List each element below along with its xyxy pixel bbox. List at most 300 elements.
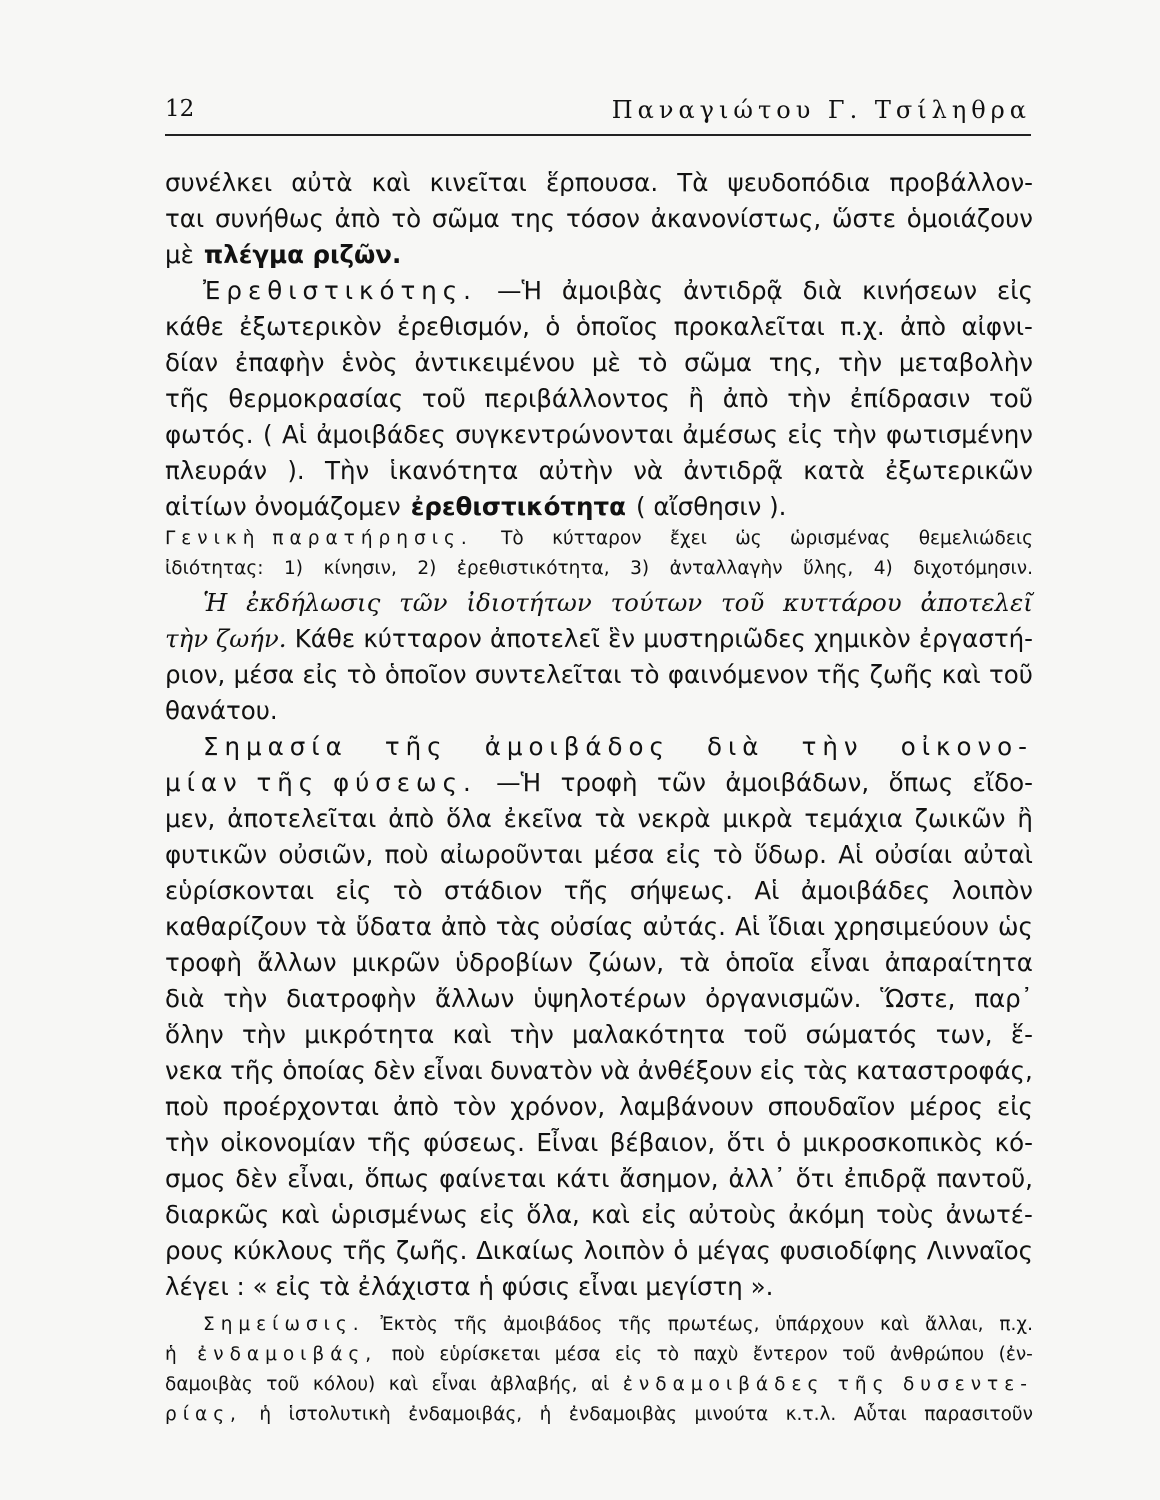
word: χρησιμεύουν — [834, 912, 989, 941]
word: ζωῆς — [869, 660, 934, 689]
word: οἰκονομίαν — [220, 1128, 356, 1157]
text-line — [165, 312, 1033, 348]
page-body — [165, 168, 1033, 1434]
word: ἀκόμη — [788, 1200, 865, 1229]
word: ὁποίας — [282, 1056, 366, 1085]
text-line — [165, 1020, 1033, 1056]
word: ἀπὸ — [722, 384, 769, 413]
word: τὸ — [712, 840, 743, 869]
note-line — [165, 528, 1033, 558]
word: ὥστε — [831, 204, 896, 233]
text-span: λέγει : « εἰς τὰ ἐλάχιστα ἡ φύσις εἶναι μεγίστη ». — [165, 1272, 774, 1301]
word: αὐτὴν — [538, 456, 613, 485]
text-span: ( αἴσθησιν ). — [635, 492, 787, 521]
text-line — [165, 168, 1033, 204]
word: μικρῶν — [351, 948, 440, 977]
text-span: μὲ — [165, 240, 194, 269]
word: τῶν — [399, 588, 448, 617]
word: ἀμοιβὰς — [561, 276, 664, 305]
word: —Ἡ — [496, 276, 542, 305]
word: τοῦ — [842, 1344, 876, 1365]
word: ζωικῶν — [914, 804, 1006, 833]
word: Εἶναι — [536, 1128, 599, 1157]
word: κινεῖται — [429, 168, 527, 197]
word: ἕρπουσα. — [545, 168, 659, 197]
word: εὑρίσκεται — [439, 1344, 541, 1365]
text-line — [165, 876, 1033, 912]
word: τὸ — [391, 204, 422, 233]
word: τὴν — [787, 384, 832, 413]
word: κυττάρου — [783, 588, 902, 617]
word: τοῦ — [743, 1020, 788, 1049]
word: διὰ — [165, 984, 205, 1013]
word: μεταβολὴν — [898, 348, 1033, 377]
word: παρασιτοῦν — [924, 1404, 1033, 1425]
word: μέσα — [233, 660, 295, 689]
word: ἀποτελεῖται — [227, 804, 377, 833]
spaced-heading: Σημείωσις. — [203, 1314, 365, 1335]
word: τὴν — [838, 348, 883, 377]
word: αἱ — [590, 1374, 610, 1395]
word: εἴδο- — [972, 768, 1033, 797]
word: τὴν — [223, 984, 268, 1013]
text-line — [165, 1164, 1033, 1200]
word: ρους — [165, 1236, 225, 1265]
word: φυσιοδίφης — [779, 1236, 919, 1265]
word: τῆς — [230, 1056, 275, 1085]
word: καὶ — [591, 1200, 630, 1229]
word: διχοτόμησιν. — [913, 558, 1033, 579]
word: ἡ — [165, 1344, 183, 1365]
word: ἔχει — [669, 528, 707, 549]
word: διαρκῶς — [165, 1200, 270, 1229]
word: ἡ — [539, 1404, 552, 1425]
note-line — [165, 558, 1033, 588]
word: νὰ — [600, 1056, 631, 1085]
word: τούτων — [610, 588, 703, 617]
word: ὅτι — [726, 1128, 765, 1157]
text-line — [165, 384, 1033, 420]
word: λοιπὸν — [583, 1236, 665, 1265]
text-line — [165, 660, 1033, 696]
word: ποὺ — [165, 1092, 209, 1121]
text-line — [165, 732, 1033, 768]
note-line — [165, 1374, 1033, 1404]
word: Κάθε — [294, 624, 356, 653]
word: εἶναι, — [287, 1164, 355, 1193]
word: ἀμοιβάδων, — [725, 768, 870, 797]
word: ἐνδαμοιβάδες — [622, 1374, 825, 1395]
word: παχὺ — [693, 1344, 739, 1365]
word: δὲν — [235, 1164, 278, 1193]
word: Τὰ — [677, 168, 709, 197]
word: τῆς — [384, 732, 448, 761]
word: προκαλεῖται — [673, 312, 825, 341]
text-line — [165, 948, 1033, 984]
word: ὡς — [735, 528, 762, 549]
word: καὶ — [879, 1314, 910, 1335]
word: καὶ — [280, 1200, 320, 1229]
word: 2) — [417, 558, 437, 579]
word: τῆς — [165, 384, 210, 413]
bold-term: πλέγμα ριζῶν. — [203, 240, 402, 269]
word: τοὺς — [876, 1200, 935, 1229]
word: ἀλλ᾿ — [728, 1164, 786, 1193]
word: στάδιον — [443, 876, 543, 905]
text-line — [165, 768, 1033, 804]
word: μέρος — [909, 1092, 983, 1121]
word: ἀπὸ — [388, 804, 435, 833]
word: εἰς — [997, 276, 1033, 305]
word: κίνησιν, — [323, 558, 397, 579]
word: σῶμα — [431, 204, 500, 233]
word: αὐτάς. — [642, 912, 726, 941]
word: ὑψηλοτέρων — [533, 984, 687, 1013]
word: ἀπὸ — [334, 204, 381, 233]
word: κ.τ.λ. — [785, 1404, 837, 1425]
word: 3) — [630, 558, 650, 579]
word: ἢ — [688, 384, 705, 413]
word: ὁ — [776, 1128, 792, 1157]
word: ἀνωτέ- — [945, 1200, 1033, 1229]
word: καὶ — [941, 660, 981, 689]
word: τῆς — [453, 1314, 488, 1335]
word: μαλακότητα — [572, 1020, 726, 1049]
word: Δικαίως — [476, 1236, 575, 1265]
word: χρόνον, — [510, 1092, 606, 1121]
word: νεκα — [165, 1056, 223, 1085]
word: αὐτοὺς — [688, 1200, 777, 1229]
word: συντελεῖται — [474, 660, 622, 689]
word: ὅπως — [888, 768, 954, 797]
word: ὁ — [545, 312, 561, 341]
word: φωτός. — [165, 420, 254, 449]
word: κινήσεων — [862, 276, 978, 305]
word: εἰς — [996, 1092, 1033, 1121]
text-line — [165, 276, 1033, 312]
word: Αἱ — [838, 840, 864, 869]
word: τόσον — [566, 204, 640, 233]
word: τοῦ — [266, 1374, 300, 1395]
word: οὐσίαι — [874, 840, 953, 869]
word: ὀργανισμῶν. — [705, 984, 862, 1013]
word: καὶ — [452, 1020, 492, 1049]
text-line — [165, 1128, 1033, 1164]
note-line — [165, 1314, 1033, 1344]
text-line — [165, 588, 1033, 624]
word: ἐπιδρᾷ — [843, 1164, 927, 1193]
word: Λινναῖος — [926, 1236, 1033, 1265]
word: εἰς — [335, 876, 372, 905]
word: σῶμα — [684, 348, 752, 377]
page-header — [165, 96, 1031, 132]
word: Σημασία — [203, 732, 348, 761]
word: π.χ. — [999, 1314, 1033, 1335]
word: εἶναι — [422, 1056, 483, 1085]
word: ἄλλαι, — [925, 1314, 984, 1335]
word: ἀπὸ — [900, 312, 947, 341]
word: ἀποτελεῖ — [920, 588, 1033, 617]
word: ὅλα, — [526, 1200, 580, 1229]
word: ται — [165, 204, 205, 233]
text-span: αἰτίων ὀνομάζομεν — [165, 492, 401, 521]
word: θεμελιώδεις — [918, 528, 1033, 549]
word: δυσεντε- — [902, 1374, 1033, 1395]
word: μικρὰ — [722, 804, 793, 833]
spaced-heading: Ἐρεθιστικότης. — [203, 276, 477, 305]
word: προβάλλον- — [889, 168, 1033, 197]
text-line — [165, 1056, 1033, 1092]
word: φαινόμενον — [667, 660, 809, 689]
word: εἶναι — [431, 1374, 477, 1395]
word: σήψεως. — [629, 876, 734, 905]
word: ὁμοιάζουν — [906, 204, 1033, 233]
word: ποὺ — [391, 1344, 425, 1365]
word: τοῦ — [721, 588, 765, 617]
word: τεμάχια — [804, 804, 903, 833]
word: ὁποῖα — [725, 948, 795, 977]
word: ἐκδήλωσις — [246, 588, 381, 617]
word: διὰ — [707, 732, 765, 761]
word: ποὺ — [384, 840, 429, 869]
word: της — [510, 204, 556, 233]
word: ἀντιδρᾷ — [683, 276, 783, 305]
word: ὁποῖος — [575, 312, 659, 341]
bold-term: ἐρεθιστικότητα — [410, 492, 626, 521]
word: τὸ — [637, 348, 668, 377]
word: τῆς — [342, 1236, 388, 1265]
word: ὕλης, — [803, 558, 854, 579]
word: μυστηριῶδες — [643, 624, 806, 653]
word: εἰς — [479, 1200, 516, 1229]
word: λαμβάνουν — [619, 1092, 754, 1121]
word: τροφὴ — [165, 948, 242, 977]
note-line — [165, 1404, 1033, 1434]
word: οὐσίας — [550, 912, 634, 941]
word: εἰς — [302, 660, 339, 689]
word: ἀμοιβάδες — [316, 420, 446, 449]
word: Τὴν — [325, 456, 370, 485]
word: ἀμέσως — [682, 420, 778, 449]
word: ἀβλαβής, — [490, 1374, 578, 1395]
word: εἰς — [759, 1056, 796, 1085]
word: ἀπαραίτητα — [884, 948, 1033, 977]
word: ἄλλων — [257, 948, 337, 977]
word: ἐξωτερικὸν — [239, 312, 382, 341]
word: Τὸ — [501, 528, 524, 549]
text-line — [165, 348, 1033, 384]
word: ἐργαστή- — [918, 624, 1033, 653]
word: τῆς — [618, 1314, 652, 1335]
word: οὐσιῶν, — [278, 840, 374, 869]
word: περιβάλλοντος — [484, 384, 670, 413]
word: ὕδωρ. — [753, 840, 827, 869]
word: ἀπὸ — [440, 912, 487, 941]
word: τὸν — [452, 1092, 497, 1121]
word: ὁποῖον — [384, 660, 467, 689]
word: βέβαιον, — [609, 1128, 716, 1157]
spaced-heading: μίαν τῆς φύσεως. — [165, 768, 477, 797]
word: μινούτα — [694, 1404, 769, 1425]
word: κατὰ — [803, 456, 865, 485]
word: καθαρίζουν — [165, 912, 307, 941]
word: μεν, — [165, 804, 216, 833]
word: σπουδαῖον — [767, 1092, 896, 1121]
word: τὸ — [392, 876, 423, 905]
word: τὴν — [242, 1020, 286, 1049]
word: τὰς — [803, 1056, 849, 1085]
text-line — [165, 912, 1033, 948]
word: ). — [287, 456, 305, 485]
word: καὶ — [388, 1374, 419, 1395]
word: ἐρεθισμόν, — [397, 312, 530, 341]
word: Αἱ — [281, 420, 307, 449]
word: αὐταὶ — [963, 840, 1033, 869]
running-head: Παναγιώτου Γ. Τσίληθρα — [611, 96, 1031, 124]
word: τὰ — [315, 912, 347, 941]
word: συνήθως — [215, 204, 324, 233]
word: φυτικῶν — [165, 840, 268, 869]
word: ( — [262, 420, 273, 449]
word: Αἱ — [734, 912, 761, 941]
word: ἡ — [259, 1404, 272, 1425]
word: τῆς — [837, 1374, 890, 1395]
word: ἐνδαμοιβὰς — [568, 1404, 677, 1425]
word: κύτταρον — [363, 624, 482, 653]
word: τὴν — [509, 1020, 554, 1049]
word: π.χ. — [840, 312, 885, 341]
word: ἀντιδρᾷ — [683, 456, 783, 485]
text-line — [165, 420, 1033, 456]
word: πλευράν — [165, 456, 268, 485]
italic-span: τὴν ζωήν. — [165, 624, 287, 653]
word: δαμοιβὰς — [165, 1374, 253, 1395]
word: ἐπαφὴν — [234, 348, 325, 377]
spaced-heading: Γενικὴ παρατήρησις. — [165, 528, 473, 549]
text-line — [165, 984, 1033, 1020]
word: τοῦ — [989, 384, 1033, 413]
word: ζώων, — [588, 948, 665, 977]
word: σώματός — [805, 1020, 918, 1049]
word: καταστροφάς, — [856, 1056, 1033, 1085]
word: ἐξωτερικῶν — [885, 456, 1033, 485]
word: ὅλην — [165, 1020, 224, 1049]
word: ὡρισμένας — [789, 528, 891, 549]
word: —Ἡ — [496, 768, 542, 797]
word: μὲ — [591, 348, 621, 377]
word: ἐρεθιστικότητα, — [456, 558, 610, 579]
text-line — [165, 804, 1033, 840]
word: εἰς — [665, 840, 702, 869]
word: ὅπως — [364, 1164, 430, 1193]
word: φωτισμένην — [886, 420, 1033, 449]
word: Αἱ — [754, 876, 780, 905]
word: κόλου) — [312, 1374, 376, 1395]
word: ὅτι — [795, 1164, 834, 1193]
word: κάτι — [555, 1164, 610, 1193]
text-line — [165, 240, 1033, 276]
word: παντοῦ, — [936, 1164, 1033, 1193]
word: τὰ — [594, 804, 626, 833]
word: τοῦ — [421, 384, 466, 413]
word: ἀπὸ — [393, 1092, 439, 1121]
word: ἢ — [1017, 804, 1033, 833]
word: ἐκεῖνα — [503, 804, 583, 833]
word: φαίνεται — [439, 1164, 546, 1193]
word: ἐπίδρασιν — [849, 384, 971, 413]
word: ἄλλων — [435, 984, 515, 1013]
word: ἀμοιβάδες — [800, 876, 931, 905]
word: λοιπὸν — [951, 876, 1033, 905]
word: εἶναι — [809, 948, 870, 977]
word: ἰδιοτήτων — [466, 588, 592, 617]
word: εἰς — [614, 1344, 643, 1365]
text-line — [165, 204, 1033, 240]
word: ὑδροβίων — [455, 948, 573, 977]
word: παρ᾿ — [974, 984, 1033, 1013]
word: 1) — [283, 558, 303, 579]
word: ἐνδαμοιβάς, — [197, 1344, 378, 1365]
word: πρωτέως, — [667, 1314, 760, 1335]
text-line — [165, 1272, 1033, 1308]
word: τὰς — [495, 912, 542, 941]
word: ἱστολυτικὴ — [288, 1404, 391, 1425]
text-line — [165, 840, 1033, 876]
word: νὰ — [633, 456, 664, 485]
word: ἀμοιβάδος — [503, 1314, 603, 1335]
word: εὑρίσκονται — [165, 876, 315, 905]
text-line — [165, 696, 1033, 732]
text-line — [165, 492, 1033, 528]
word: ἕ- — [1010, 1020, 1033, 1049]
word: τῆς — [563, 876, 609, 905]
text-line — [165, 1236, 1033, 1272]
word: ἀμοιβάδος — [484, 732, 670, 761]
word: κύτταρον — [552, 528, 642, 549]
word: ἄσημον, — [619, 1164, 719, 1193]
word: ψευδοπόδια — [727, 168, 871, 197]
word: τῆς — [816, 660, 862, 689]
note-line — [165, 1344, 1033, 1374]
word: μέσα — [554, 1344, 601, 1365]
word: τὴν — [801, 732, 864, 761]
word: κύκλους — [232, 1236, 334, 1265]
word: ριον, — [165, 660, 226, 689]
word: μέσα — [593, 840, 655, 869]
word: Αὗται — [853, 1404, 907, 1425]
word: 4) — [873, 558, 893, 579]
word: οἰκονο- — [900, 732, 1033, 761]
word: εἰς — [641, 1200, 678, 1229]
word: δυνατὸν — [490, 1056, 593, 1085]
word: ζωῆς. — [395, 1236, 468, 1265]
word: μικροσκοπικὸς — [802, 1128, 984, 1157]
text-line — [165, 1200, 1033, 1236]
text-span: θανάτου. — [165, 696, 278, 725]
word: ὡρισμένως — [330, 1200, 468, 1229]
word: αἰωροῦνται — [439, 840, 583, 869]
word: Ἐκτὸς — [380, 1314, 438, 1335]
word: ἱκανότητα — [389, 456, 519, 485]
word: αἰφνι- — [961, 312, 1033, 341]
word: τῆς — [366, 1128, 412, 1157]
word: ὅλα — [446, 804, 492, 833]
word: τὸ — [346, 660, 377, 689]
word: τὴν — [165, 1128, 209, 1157]
word: τὸ — [656, 1344, 680, 1365]
word: φύσεως. — [423, 1128, 525, 1157]
word: των, — [935, 1020, 993, 1049]
